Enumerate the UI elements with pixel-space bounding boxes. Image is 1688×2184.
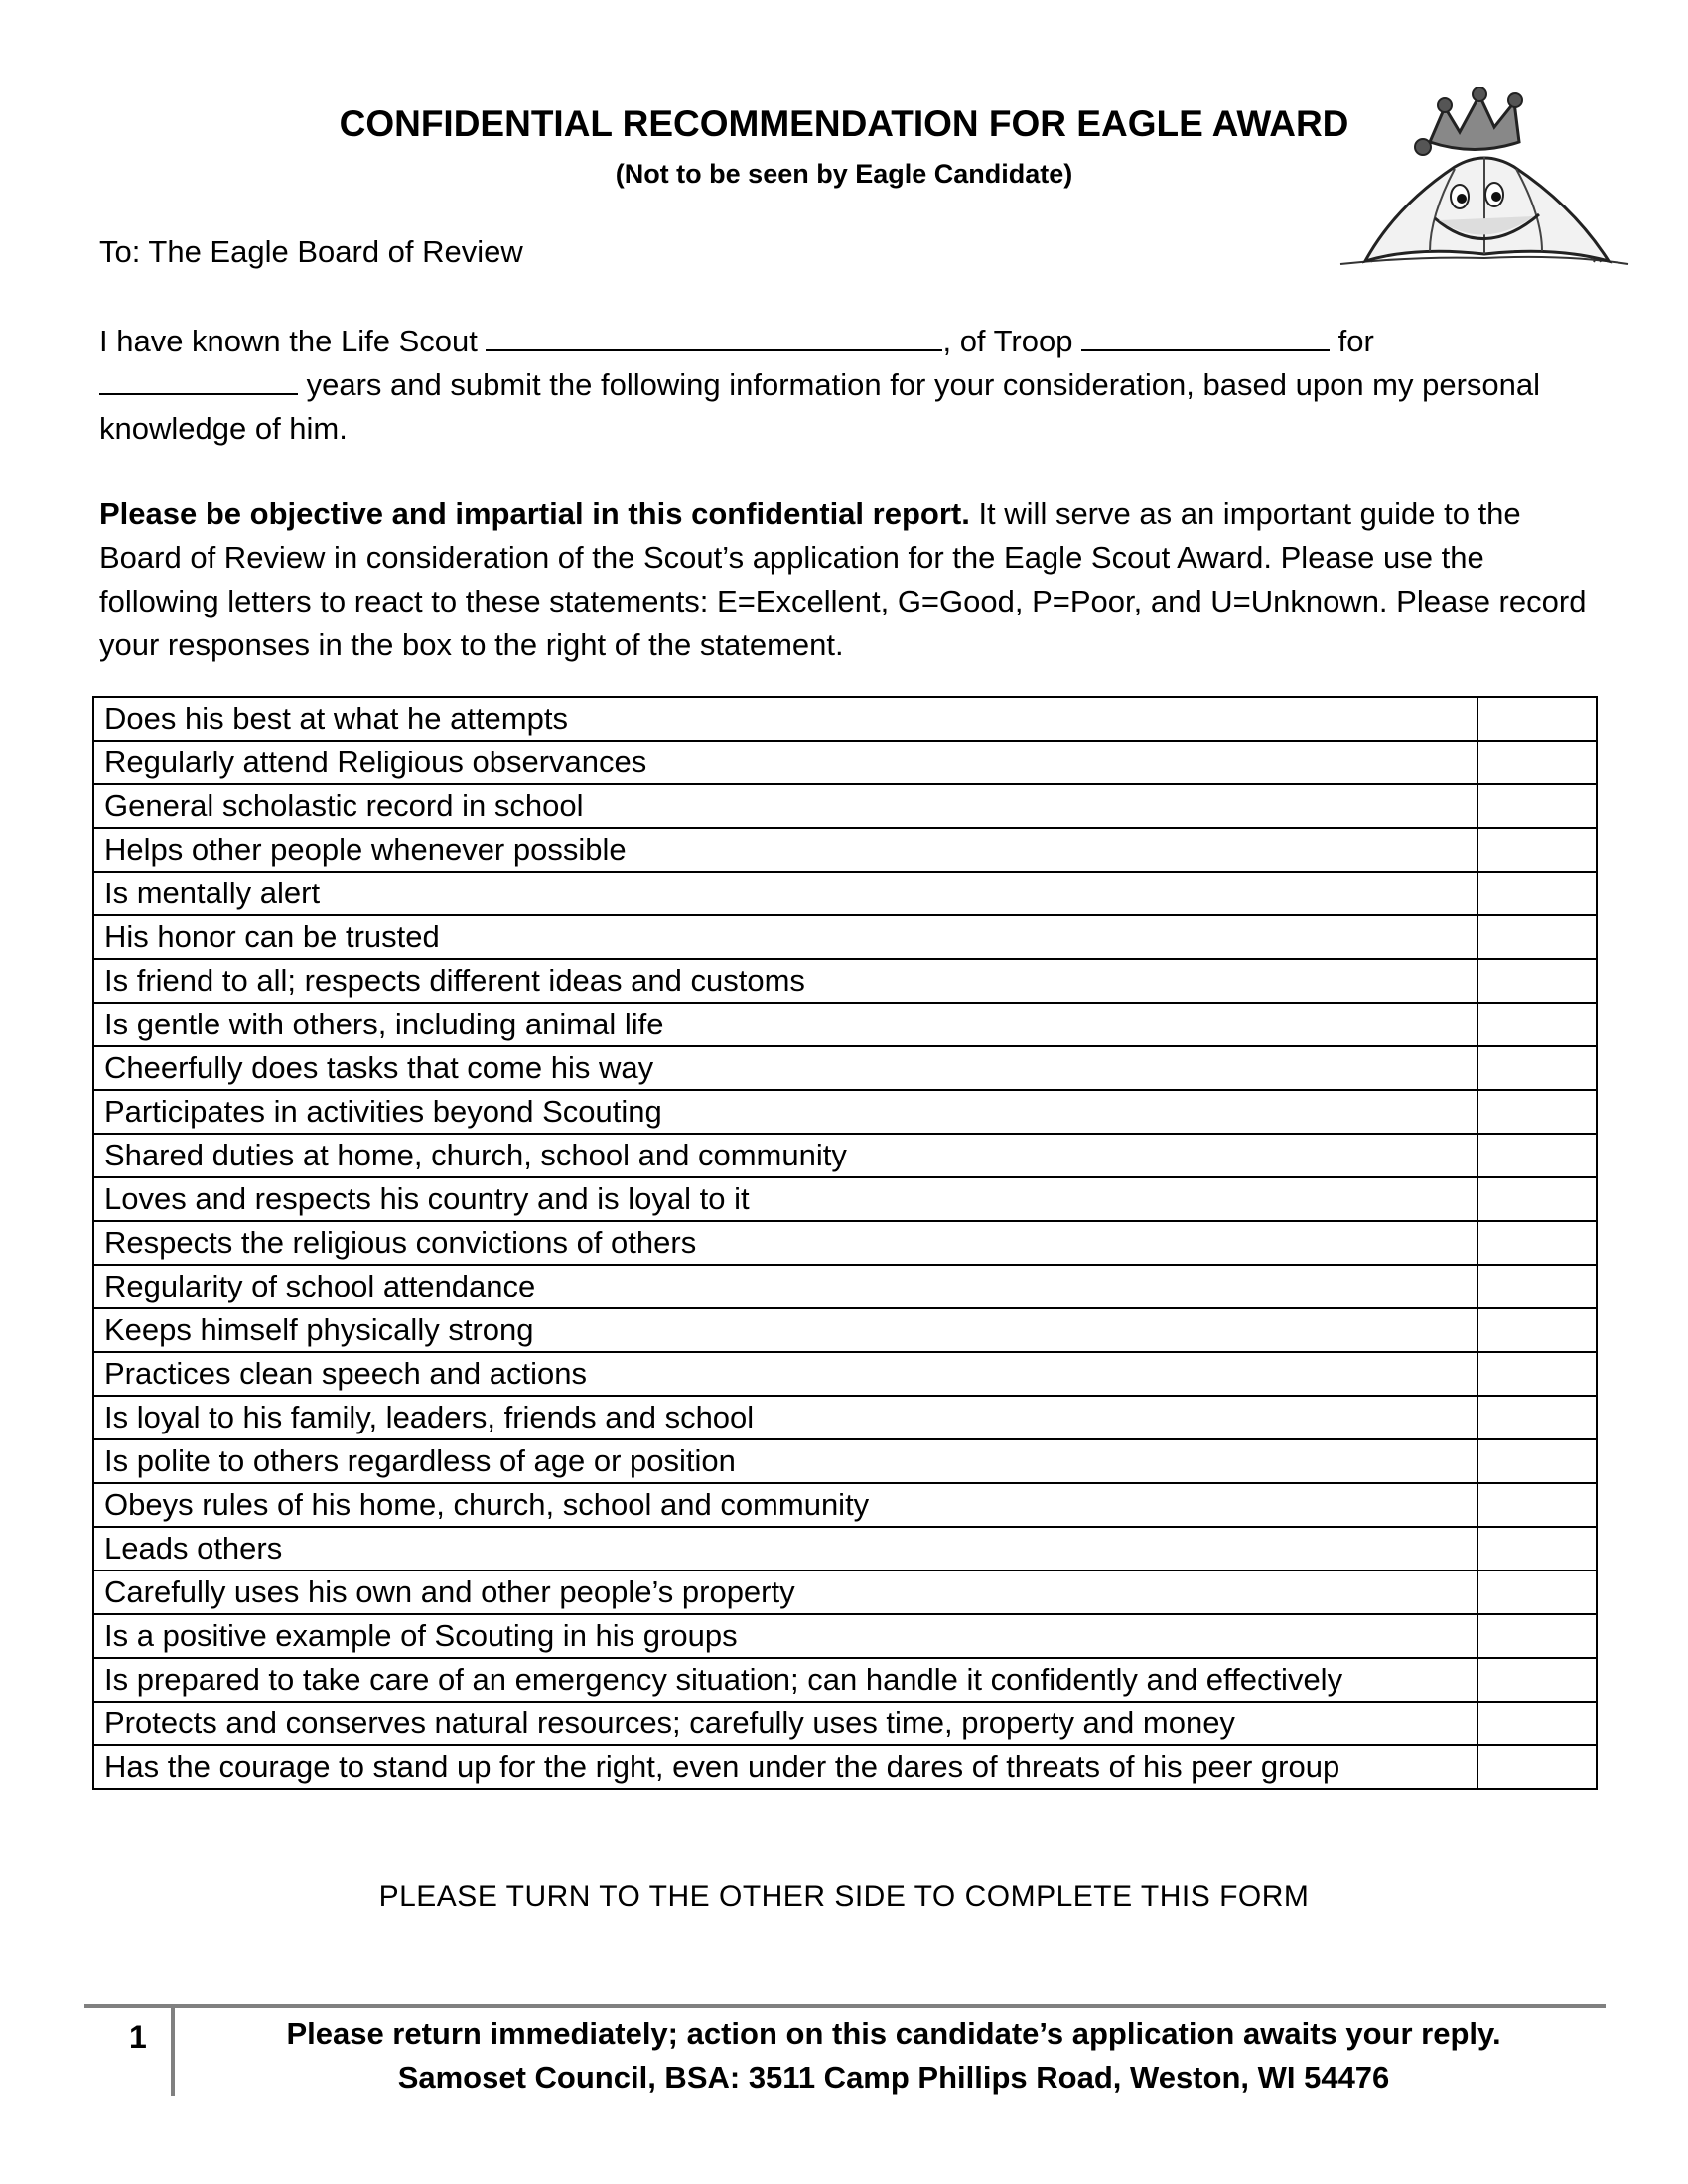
response-box[interactable]	[1477, 1177, 1597, 1221]
statement-cell: Keeps himself physically strong	[93, 1308, 1477, 1352]
statement-cell: Is mentally alert	[93, 872, 1477, 915]
statement-cell: Does his best at what he attempts	[93, 697, 1477, 741]
table-row	[93, 1090, 1597, 1134]
statement-cell: Loves and respects his country and is loyal to it	[93, 1177, 1477, 1221]
response-box[interactable]	[1477, 915, 1597, 959]
statement-cell: Obeys rules of his home, church, school and community	[93, 1483, 1477, 1527]
table-row	[93, 1265, 1597, 1308]
statement-cell: Is a positive example of Scouting in his groups	[93, 1614, 1477, 1658]
table-row	[93, 1003, 1597, 1046]
table-row	[93, 1396, 1597, 1439]
scout-name-blank[interactable]	[486, 320, 942, 351]
instructions-paragraph	[99, 492, 1609, 667]
tent-with-crown-icon	[1336, 87, 1633, 286]
response-box[interactable]	[1477, 697, 1597, 741]
instructions-text: It will serve as an important guide to the Board of Review in consideration of the Scout’s application for the Eagle Scout Award. Please use the following letters to react to these statements: E=Excellent, G=Good, P=Poor, and U=Unknown. Please record your responses in the box to the right of the statement.	[99, 496, 1587, 662]
page-subtitle: (Not to be seen by Eagle Candidate)	[615, 159, 1073, 189]
intro-text-4: years and submit the following information for your consideration, based upon my personal knowledge of him.	[99, 367, 1541, 446]
table-row	[93, 1177, 1597, 1221]
response-box[interactable]	[1477, 1003, 1597, 1046]
footer-line-1: Please return immediately; action on this candidate’s application awaits your reply.	[286, 2016, 1501, 2051]
footer-vertical-divider	[171, 2008, 175, 2096]
footer-line-2: Samoset Council, BSA: 3511 Camp Phillips Road, Weston, WI 54476	[397, 2060, 1390, 2095]
response-box[interactable]	[1477, 1090, 1597, 1134]
statement-cell: Shared duties at home, church, school and community	[93, 1134, 1477, 1177]
intro-text-1: I have known the Life Scout	[99, 324, 487, 358]
intro-text-2: , of Troop	[942, 324, 1082, 358]
statement-cell: Cheerfully does tasks that come his way	[93, 1046, 1477, 1090]
table-row	[93, 1352, 1597, 1396]
troop-number-blank[interactable]	[1081, 320, 1330, 351]
table-row	[93, 1570, 1597, 1614]
table-row	[93, 784, 1597, 828]
table-row	[93, 1221, 1597, 1265]
response-box[interactable]	[1477, 1396, 1597, 1439]
statement-cell: Is loyal to his family, leaders, friends and school	[93, 1396, 1477, 1439]
table-row	[93, 1046, 1597, 1090]
table-row	[93, 959, 1597, 1003]
response-box[interactable]	[1477, 1439, 1597, 1483]
response-box[interactable]	[1477, 959, 1597, 1003]
statement-cell: Is gentle with others, including animal life	[93, 1003, 1477, 1046]
table-row	[93, 1527, 1597, 1570]
table-row	[93, 1702, 1597, 1745]
response-box[interactable]	[1477, 872, 1597, 915]
response-box[interactable]	[1477, 1221, 1597, 1265]
table-row	[93, 697, 1597, 741]
ratings-table	[92, 696, 1598, 1790]
response-box[interactable]	[1477, 1308, 1597, 1352]
statement-cell: Participates in activities beyond Scouting	[93, 1090, 1477, 1134]
table-row	[93, 1614, 1597, 1658]
response-box[interactable]	[1477, 741, 1597, 784]
response-box[interactable]	[1477, 1134, 1597, 1177]
response-box[interactable]	[1477, 1527, 1597, 1570]
statement-cell: Leads others	[93, 1527, 1477, 1570]
response-box[interactable]	[1477, 1745, 1597, 1789]
response-box[interactable]	[1477, 1702, 1597, 1745]
response-box[interactable]	[1477, 1570, 1597, 1614]
statement-cell: Protects and conserves natural resources; carefully uses time, property and money	[93, 1702, 1477, 1745]
statement-cell: Is polite to others regardless of age or position	[93, 1439, 1477, 1483]
table-row	[93, 1439, 1597, 1483]
table-row	[93, 1658, 1597, 1702]
turn-page-notice: PLEASE TURN TO THE OTHER SIDE TO COMPLETE THIS FORM	[378, 1880, 1310, 1913]
table-row	[93, 741, 1597, 784]
page-title: CONFIDENTIAL RECOMMENDATION FOR EAGLE AWARD	[339, 103, 1349, 144]
response-box[interactable]	[1477, 1046, 1597, 1090]
statement-cell: Has the courage to stand up for the right, even under the dares of threats of his peer group	[93, 1745, 1477, 1789]
intro-paragraph	[99, 320, 1609, 451]
response-box[interactable]	[1477, 1614, 1597, 1658]
statement-cell: Regularity of school attendance	[93, 1265, 1477, 1308]
table-row	[93, 872, 1597, 915]
response-box[interactable]	[1477, 1352, 1597, 1396]
addressee-line: To: The Eagle Board of Review	[99, 234, 523, 269]
response-box[interactable]	[1477, 784, 1597, 828]
page-number: 1	[129, 2019, 147, 2055]
response-box[interactable]	[1477, 1483, 1597, 1527]
intro-text-3: for	[1330, 324, 1374, 358]
statement-cell: General scholastic record in school	[93, 784, 1477, 828]
statement-cell: His honor can be trusted	[93, 915, 1477, 959]
statement-cell: Carefully uses his own and other people’s property	[93, 1570, 1477, 1614]
statement-cell: Helps other people whenever possible	[93, 828, 1477, 872]
response-box[interactable]	[1477, 828, 1597, 872]
table-row	[93, 828, 1597, 872]
response-box[interactable]	[1477, 1265, 1597, 1308]
years-known-blank[interactable]	[99, 363, 298, 395]
table-row	[93, 915, 1597, 959]
table-row	[93, 1134, 1597, 1177]
table-row	[93, 1745, 1597, 1789]
table-row	[93, 1483, 1597, 1527]
response-box[interactable]	[1477, 1658, 1597, 1702]
statement-cell: Respects the religious convictions of others	[93, 1221, 1477, 1265]
footer-text	[179, 2012, 1609, 2100]
statement-cell: Is prepared to take care of an emergency situation; can handle it confidently and effectively	[93, 1658, 1477, 1702]
footer-divider	[84, 2004, 1606, 2008]
statement-cell: Regularly attend Religious observances	[93, 741, 1477, 784]
instructions-bold: Please be objective and impartial in this confidential report.	[99, 496, 970, 531]
statement-cell: Practices clean speech and actions	[93, 1352, 1477, 1396]
table-row	[93, 1308, 1597, 1352]
statement-cell: Is friend to all; respects different ideas and customs	[93, 959, 1477, 1003]
